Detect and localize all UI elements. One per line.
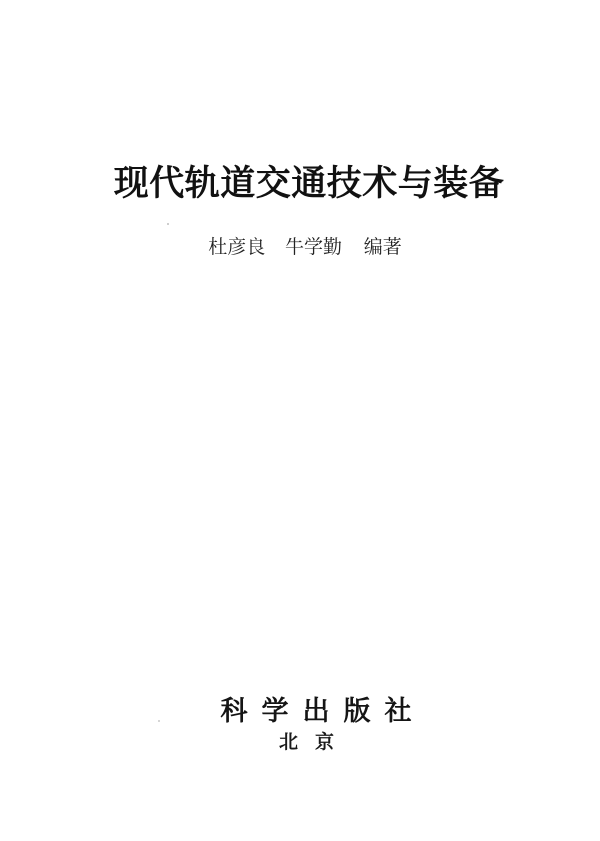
scan-speck — [167, 223, 169, 225]
publisher-city: 北京 — [278, 732, 351, 753]
book-title: 现代轨道交通技术与装备 — [113, 164, 505, 203]
publisher-name: 科学出版社 — [220, 696, 426, 726]
author-role-label: 编著 — [363, 237, 402, 258]
author-name-2: 牛学勤 — [284, 237, 342, 258]
authors-line — [5, 232, 600, 259]
author-name-1: 杜彦良 — [208, 237, 266, 258]
scan-speck — [158, 720, 160, 722]
